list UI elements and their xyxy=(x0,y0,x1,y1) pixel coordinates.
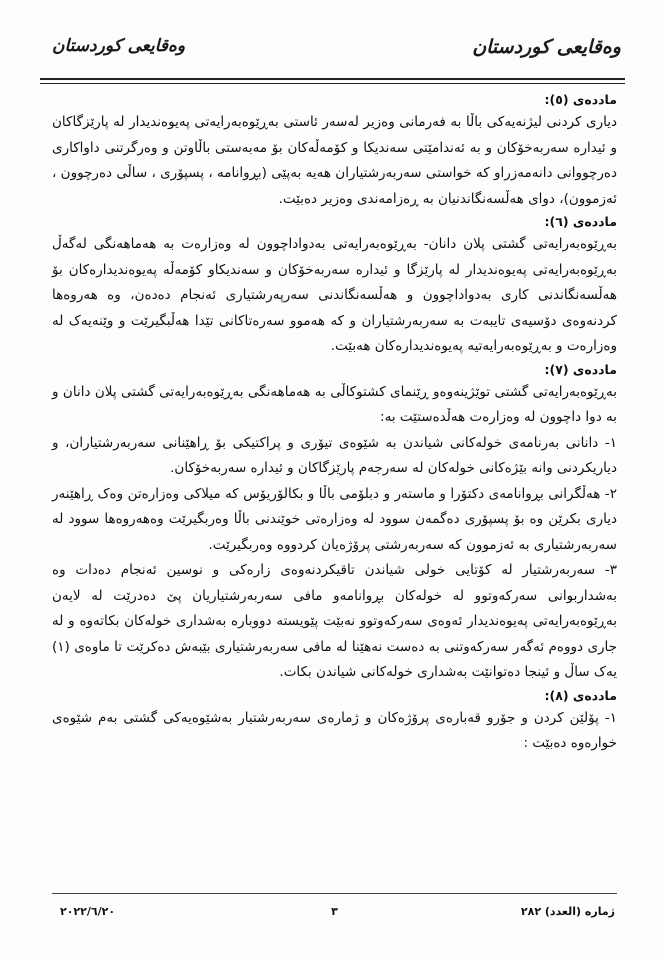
document-body xyxy=(52,90,617,757)
header-rule xyxy=(40,78,625,80)
article xyxy=(52,90,617,212)
page-footer xyxy=(52,893,617,923)
issue-date: ٢٠٢٢/٦/٢٠ xyxy=(60,905,116,918)
footer-rule xyxy=(52,893,617,894)
header-rule-thin xyxy=(40,83,625,84)
page-header xyxy=(40,28,625,80)
article-heading: ماددەی (٨): xyxy=(544,687,617,703)
page-number: ٣ xyxy=(331,905,338,918)
masthead-logo: وەقایعی کوردستان xyxy=(52,36,186,56)
article-list-item: ٣- سەربەرشتیار لە کۆتایی خولی شیاندن تاقیکردنەوەی زارەکی و نوسین ئەنجام دەدات وە بەشداربوانی سەرکەوتوو لە خولەکان بڕوانامەو مافی سەربەرشتیاریان پێ دەدرێت لە لایەن بەڕێوەبەرایەتی پەیوەندیدار ئەوەی سەرکەوتوو نەبێت پێویستە دووبارە بەشداری خولەکان بکاتەوە و لە جاری دووەم ئەگەر سەرکەوتنی بە دەست نەهێنا لە مافی سەربەرشتیاری بێبەش دەکرێت تا ماوەی (١) یەک ساڵ و ئینجا دەتوانێت بەشداری خولەکانی شیاندن بکات. xyxy=(52,562,617,680)
article-list-item: ٢- هەڵگرانی بڕوانامەی دکتۆرا و ماستەر و دبلۆمی باڵا و بکالۆریۆس کە میلاکی وەزارەتن وەک ڕاهێنەر دیاری بکرێن وە بۆ پسپۆری دەگمەن سوود لە وەزارەتی خوێندنی باڵا وەربگیرێت وەهەروەها سوود لە سەربەرشتیاری بە ئەزموون کە سەربەرشتی پرۆژەیان کردووە وەربگیرێت. xyxy=(52,485,617,553)
article xyxy=(52,686,617,757)
article-heading: ماددەی (٧): xyxy=(544,361,617,377)
article-paragraph: دیاری کردنی لیژنەیەکی باڵا بە فەرمانی وەزیر لەسەر ئاستی بەڕێوەبەرایەتی پەیوەندیدار لە پارێزگاکان و ئیدارە سەربەخۆکان و بە ئەندامێتی سەندیکا و کۆمەڵەکان بۆ مەبەستی باڵاوتن و وەرگرتنی داواکاری دەرچووانی دانەمەزراو کە خواستی سەربەرشتیاران هەیە بەپێی (بڕوانامە ، پسپۆری ، ساڵی دەرچوون ، ئەزموون)، دوای هەڵسەنگاندنیان بە ڕەزامەندی وەزیر دەبێت. xyxy=(52,114,617,207)
gazette-title: وەقایعی کوردستان xyxy=(472,36,621,58)
article-paragraph: بەڕێوەبەرایەتی گشتی پلان دانان- بەڕێوەبەرایەتی بەدواداچوون لە وەزارەت بە هەماهەنگی لەگەڵ بەڕێوەبەرایەتی پەیوەندیدار لە پارێزگا و ئیدارە سەربەخۆکان و سەندیکاو کۆمەڵە پەیوەندیدارەکان بۆ هەڵسەنگاندنی کاری بەدواداچوون و هەڵسەنگاندنی سەرپەرشتیاری ئەنجام دەدەن، وە هەروەها کردنەوەی دۆسیەی تایبەت بە سەربەرشتیاران و کە هەموو سەرەتاکانی تێدا هەڵبگیرێت و وێنەیەک لە وەزارەت و بەڕێوەبەرایەتیە پەیوەندیدارەکان هەبێت. xyxy=(52,236,617,354)
article-heading: ماددەی (٦): xyxy=(544,214,617,229)
article-heading: ماددەی (٥): xyxy=(544,92,617,107)
article-list-item: ١- دانانی بەرنامەی خولەکانی شیاندن بە شێوەی تیۆری و پراکتیکی بۆ ڕاهێنانی سەربەرشتیاران، و دیاریکردنی وانە بێژەکانی خولەکان لە سەرجەم پارێزگاکان و ئیدارە سەربەخۆکان. xyxy=(52,434,617,476)
article-paragraph: بەڕێوەبەرایەتی گشتی توێژینەوەو ڕێنمای کشتوکاڵی بە هەماهەنگی بەڕێوەبەرایەتی گشتی پلان دانان و بە دوا داچوون لە وەزارەت هەڵدەستێت بە: xyxy=(52,383,617,425)
issue-number: ژمارە (العدد) ٢٨٢ xyxy=(520,905,615,918)
article-list-item: ١- پۆلێن کردن و جۆرو قەبارەی پرۆژەکان و ژمارەی سەربەرشتیار بەشێوەیەکی گشتی بەم شێوەی خوارەوە دەبێت : xyxy=(52,709,617,751)
article xyxy=(52,212,617,360)
article xyxy=(52,360,617,686)
